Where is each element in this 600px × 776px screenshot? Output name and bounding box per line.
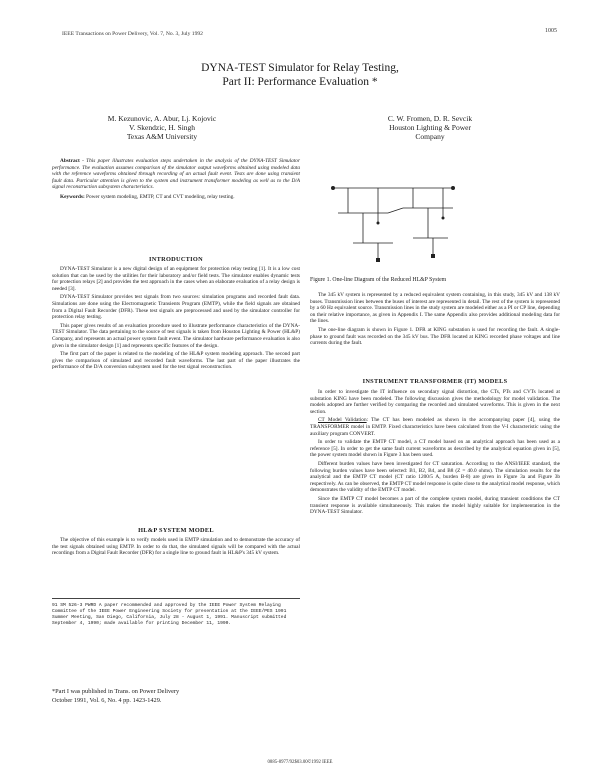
- keywords-label: Keywords:: [60, 193, 85, 200]
- it-models-heading: INSTRUMENT TRANSFORMER (IT) MODELS: [362, 378, 508, 385]
- publication-note-line2: October 1991, Vol. 6, No. 4 pp. 1423-1429.: [52, 697, 162, 704]
- abstract-text: - This paper illustrates evaluation steps undertaken in the analysis of the DYNA-TEST Simulator performance. The evaluation assumes comparison of the simulator output waveforms obtained using modeled data with the reference waveforms obtained through recording of an actual fault event. Tests are done using transient fault data. Particular attention is given to the system and instrument transformer modeling as well as to the D/A signal reconstruction subsystem characteristics.: [52, 158, 301, 191]
- author-affiliation-left: Texas A&M University: [126, 132, 198, 141]
- figure-caption: Figure 1. One-line Diagram of the Reduced HL&P System: [310, 277, 447, 283]
- hlp-heading: HL&P SYSTEM MODEL: [138, 527, 214, 534]
- footnote: 91 SM 526-3 PWRD A paper recommended and approved by the IEEE Power System Relaying Committee of the IEEE Power Engineering Society for presentation at the IEEE/PES 1991 Summer Meeting, San Diego, California, July 28 - August 1, 1991. Manuscript submitted September 4, 1990; made available for printing December 11, 1990.: [52, 603, 287, 626]
- source-symbol-1: [331, 186, 335, 190]
- it-p5: Since the EMTP CT model becomes a part of the complete system model, during transient conditions the CT transient response is available simultaneously. This makes the model highly suitable for implementation in the DYNA-TEST Simulator.: [310, 495, 560, 516]
- it-p3: In order to validate the EMTP CT model, a CT model based on an analytical approach has been used as a reference [5]. In order to get the same fault current waveforms as described by the analytical equation given in [5], the power system model shown in Figure 3 has been used.: [310, 439, 560, 459]
- it-models-body: [310, 389, 560, 518]
- hlp-body: [52, 537, 300, 559]
- abstract-label: Abstract: [60, 158, 80, 164]
- page-number: 1005: [545, 28, 557, 34]
- paper-title-line2: Part II: Performance Evaluation *: [222, 76, 378, 88]
- intro-p3: This paper gives results of an evaluation procedure used to illustrate performance characteristics of the DYNA-TEST Simulator. The data pertaining to the source of test signals is taken from Houston Lighting & Power (HL&P) Company, and represents an actual power system fault event. The simulator hardware performance evaluation is also given in the simulator design [1] and represents specific features of the design.: [52, 322, 300, 349]
- authors-right: [320, 114, 540, 141]
- keywords-text: Power system modeling, EMTP, CT and CVT modeling, relay testing.: [86, 193, 235, 200]
- source-symbol-2: [451, 186, 455, 190]
- author-names-3: C. W. Fromen, D. R. Sevcik: [387, 114, 473, 123]
- publication-note: [52, 687, 302, 705]
- load-symbol-1: [376, 258, 380, 262]
- tie-line: [388, 208, 403, 213]
- load-symbol-2: [431, 254, 435, 258]
- author-names-2: V. Skendzic, H. Singh: [128, 123, 196, 132]
- it-p1: In order to investigate the IT influence on secondary signal distortion, the CTs, PTs and CVTs located at substation KING have been modeled. The following discussion gives the methodology for model validation. The models adopted are further verified by comparing the recorded and simulated waveforms. This is given in the next section.: [310, 389, 560, 415]
- intro-p1: DYNA-TEST Simulator is a new digital design of an equipment for protection relay testing [1]. It is a low cost solution that can be used by the utilities for their laboratory and/or field tests. The simulator enables dynamic tests for protection relays [2] and provides the test approach in the cases when an elaborate evaluation of a relay design is needed [3].: [52, 266, 300, 292]
- running-head: IEEE Transactions on Power Delivery, Vol. 7, No. 3, July 1992: [62, 31, 203, 37]
- hlp-p1: The objective of this example is to verify models used in EMTP simulation and to demonstrate the accuracy of the test signals obtained using EMTP. In order to do that, the simulated signals will be compared with the actual recordings from a Digital Fault Recorder (DFR) for a single line to ground fault in HL&P's 345 kV system.: [52, 537, 300, 557]
- authors-left: [52, 114, 272, 141]
- node-marker-2: [442, 217, 445, 220]
- footnote-rule: [52, 598, 300, 599]
- ct-validation-label: CT Model Validation: [318, 417, 367, 424]
- paper-title-line1: DYNA-TEST Simulator for Relay Testing,: [201, 62, 399, 74]
- one-line-diagram-figure: [318, 178, 468, 268]
- right-p2: The one-line diagram is shown in Figure 1. DFR at KING substation is used for recording the fault. A single-phase to ground fault was recorded on the 345 kV bus. The DFR located at KING recorded phase voltages and line currents during the fault.: [310, 326, 560, 347]
- intro-heading: INTRODUCTION: [149, 256, 203, 263]
- author-names-1: M. Kezunovic, A. Abur, Lj. Kojovic: [107, 114, 217, 123]
- right-intro-body: [310, 292, 560, 349]
- copyright-code: 0885-8977/92$03.00©1992 IEEE: [267, 760, 333, 765]
- intro-body: [52, 266, 300, 373]
- abstract: [52, 158, 300, 201]
- author-affiliation-right-1: Houston Lighting & Power: [389, 123, 471, 132]
- node-marker-1: [377, 222, 380, 225]
- it-p2: : The CT has been modeled as shown in the accompanying paper [4], using the TRANSFORMER model in EMTP. Fixed characteristics have been calculated from the V-I characteristic using the auxiliary program CONVERT.: [310, 417, 560, 437]
- intro-p4: The first part of the paper is related to the modeling of the HL&P system modeling approach. The second part gives the comparison of simulated and recorded fault waveforms. The last part of the paper illustrates the performance of the D/A conversion subsystem used for the test signal reconstruction.: [52, 351, 300, 371]
- intro-p2: DYNA-TEST Simulator provides test signals from two sources: simulation programs and recorded fault data. Simulations are done using the Electromagnetic Transients Program (EMTP), while the field signals are obtained from a Digital Fault Recorder (DFR). These test signals are preprocessed and used by the simulator controller for protection relay testing.: [52, 294, 300, 321]
- publication-note-line1: *Part I was published in Trans. on Power Delivery: [52, 688, 180, 695]
- right-p1: The 345 kV system is represented by a reduced equivalent system containing, in this study, 345 kV and 138 kV buses. Transmission lines between the buses of interest are represented in detail. The rest of the system is represented by a 60 Hz equivalent source. Transmission lines in the study system are modeled either as a PI or CP line, depending on their relative importance, as given in Appendix I. The same Appendix also provides additional modeling data for the lines.: [310, 292, 560, 325]
- author-affiliation-right-2: Company: [415, 132, 445, 141]
- it-p4: Different burden values have been investigated for CT saturation. According to the ANSI/IEEE standard, the following burden values have been selected: B1, B2, B4, and B8 (Z = 40.0 ohms). The simulation results for the analytical and the EMTP CT model (CT ratio 1200/5 A, burden B-8) are given in Figure 3a and Figure 3b respectively. As can be observed, the EMTP CT model response is quite close to the analytical model response, which demonstrates the validity of the EMTP CT model.: [310, 460, 560, 494]
